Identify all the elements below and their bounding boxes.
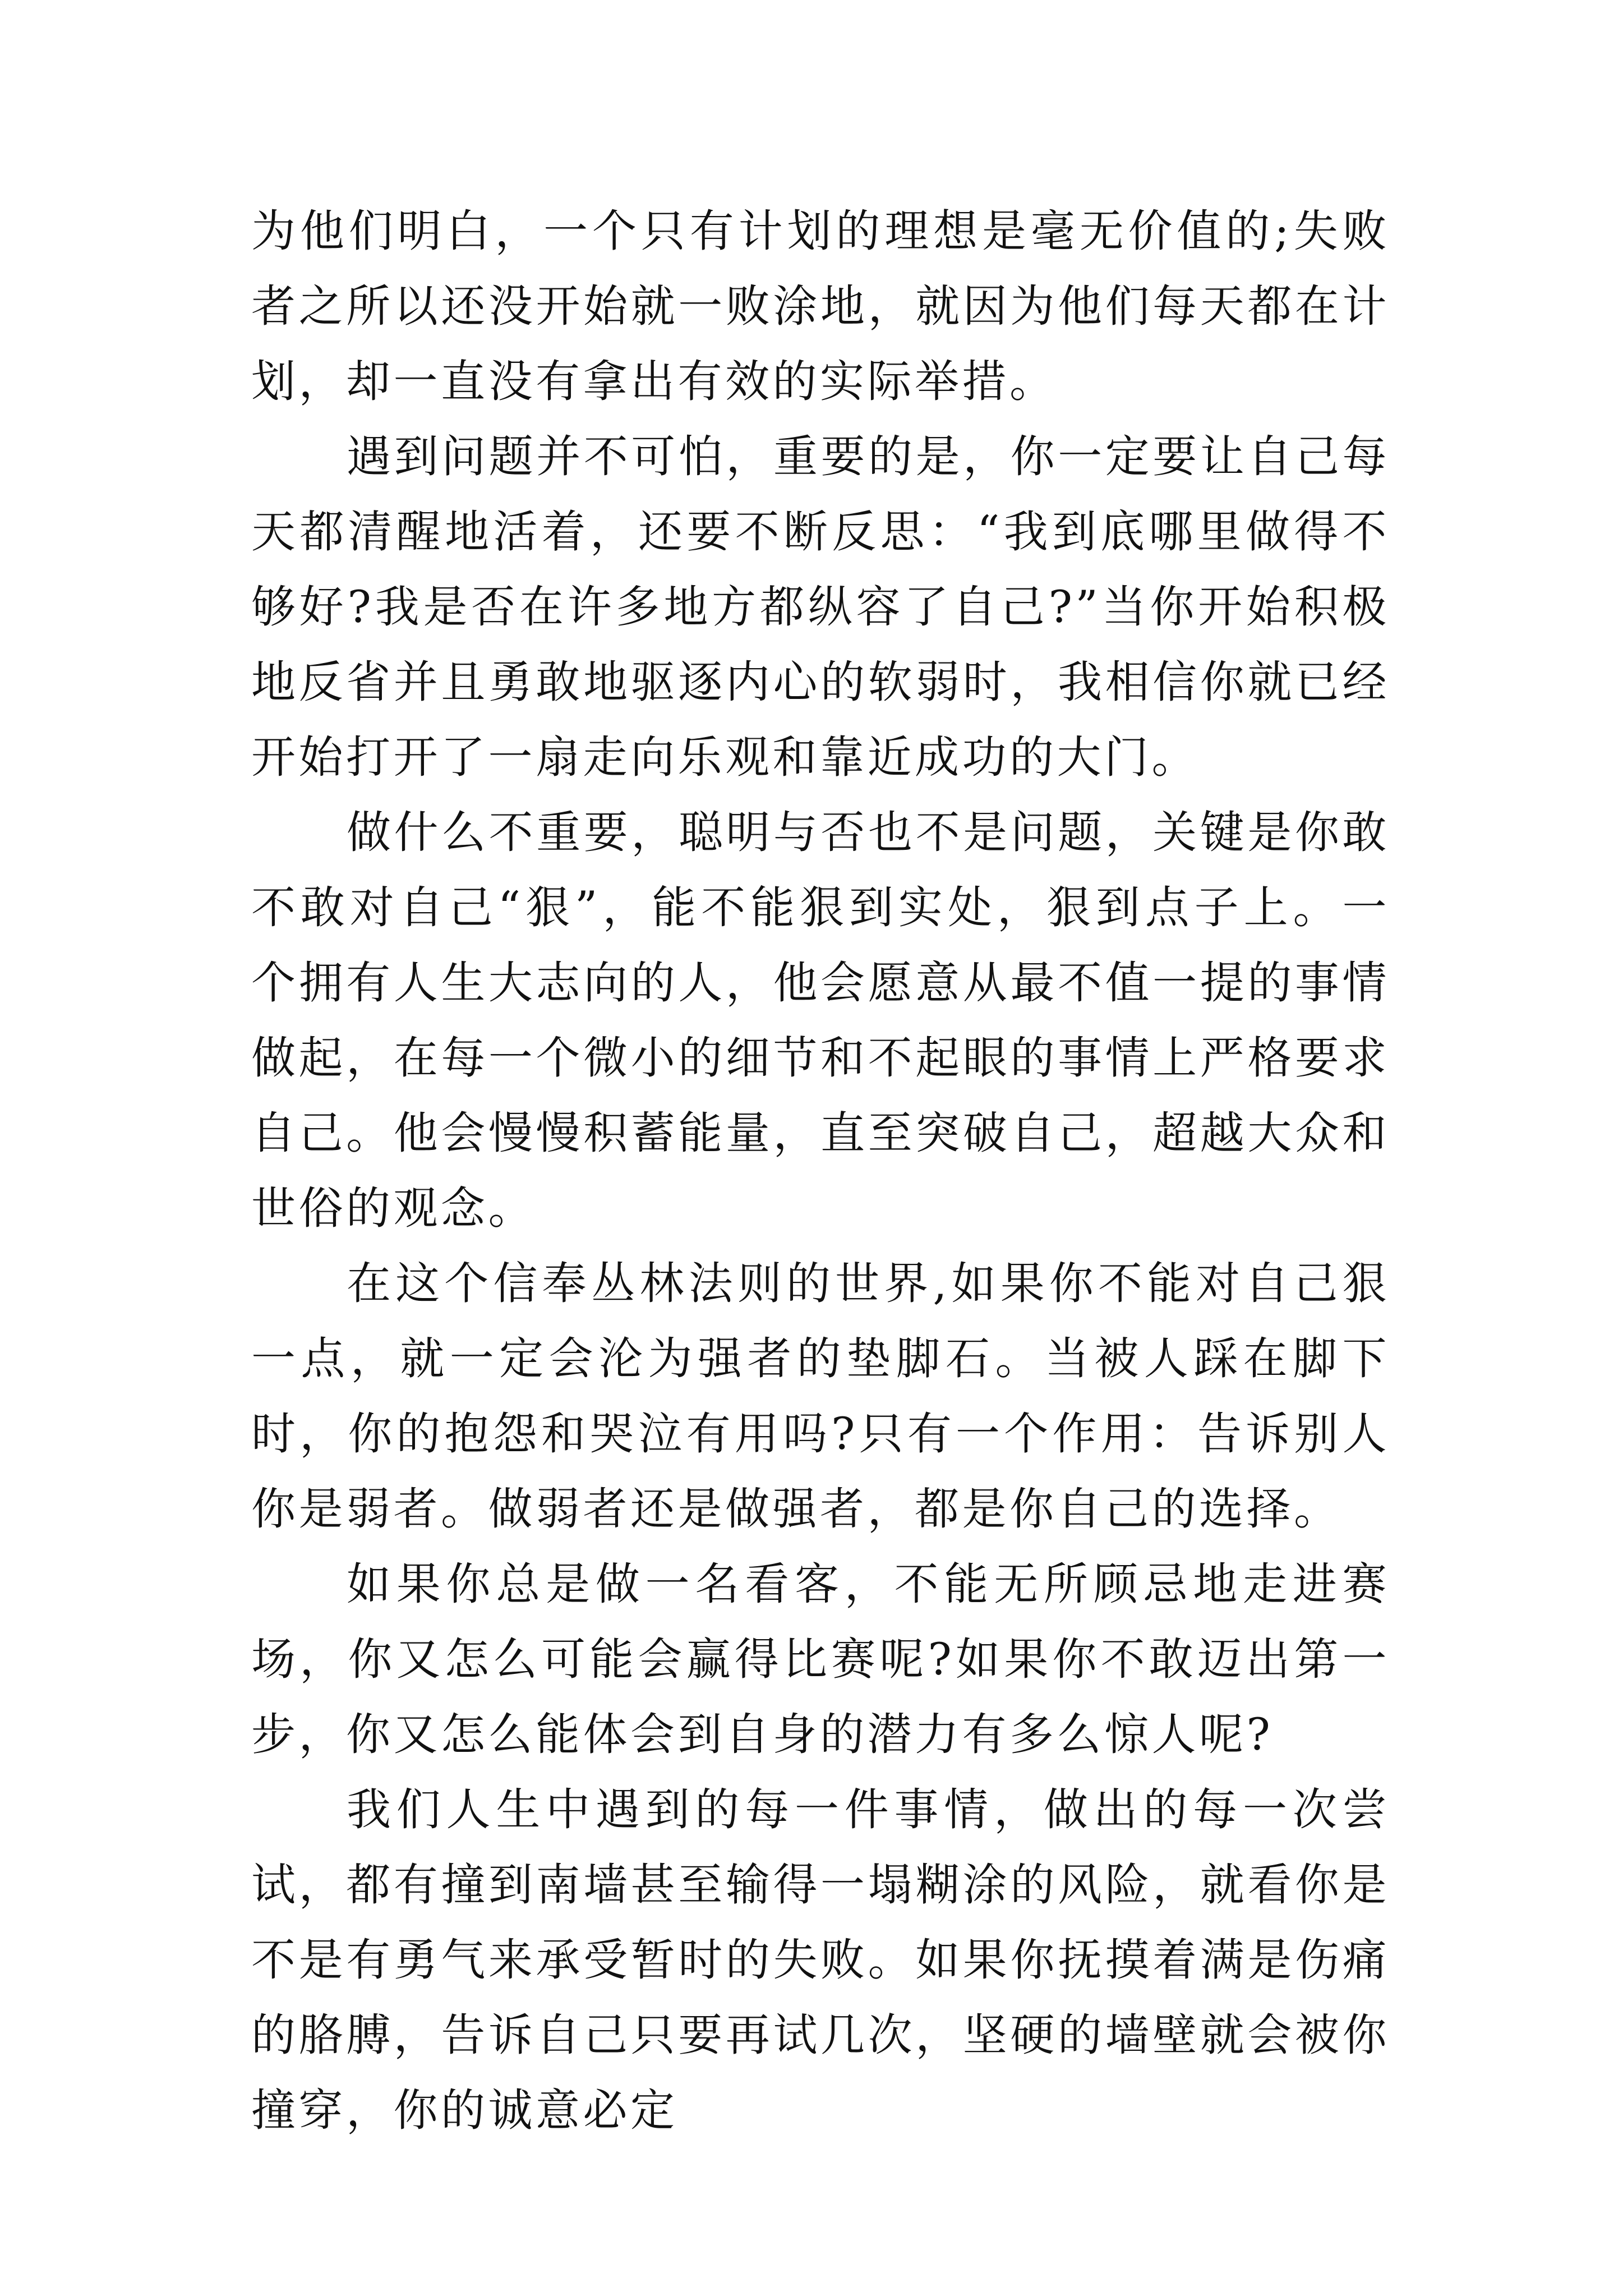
document-body [251, 194, 1390, 2148]
paragraph-3: 做什么不重要，聪明与否也不是问题，关键是你敢不敢对自己“狠”，能不能狠到实处，狠到点子上。一个拥有人生大志向的人，他会愿意从最不值一提的事情做起，在每一个微小的细节和不起眼的事情上严格要求自己。他会慢慢积蓄能量，直至突破自己，超越大众和世俗的观念。 [251, 807, 1390, 1234]
paragraph-2: 遇到问题并不可怕，重要的是，你一定要让自己每天都清醒地活着，还要不断反思：“我到底哪里做得不够好?我是否在许多地方都纵容了自己?”当你开始积极地反省并且勇敢地驱逐内心的软弱时，我相信你就已经开始打开了一扇走向乐观和靠近成功的大门。 [251, 431, 1390, 783]
paragraph-5: 如果你总是做一名看客，不能无所顾忌地走进赛场，你又怎么可能会赢得比赛呢?如果你不敢迈出第一步，你又怎么能体会到自身的潜力有多么惊人呢? [251, 1558, 1390, 1760]
paragraph-4: 在这个信奉丛林法则的世界,如果你不能对自己狠一点，就一定会沦为强者的垫脚石。当被人踩在脚下时，你的抱怨和哭泣有用吗?只有一个作用：告诉别人你是弱者。做弱者还是做强者，都是你自己的选择。 [251, 1258, 1390, 1535]
paragraph-1: 为他们明白，一个只有计划的理想是毫无价值的;失败者之所以还没开始就一败涂地，就因为他们每天都在计划，却一直没有拿出有效的实际举措。 [251, 205, 1390, 407]
paragraph-6: 我们人生中遇到的每一件事情，做出的每一次尝试，都有撞到南墙甚至输得一塌糊涂的风险，就看你是不是有勇气来承受暂时的失败。如果你抚摸着满是伤痛的胳膊，告诉自己只要再试几次，坚硬的墙壁就会被你撞穿，你的诚意必定 [251, 1784, 1390, 2136]
